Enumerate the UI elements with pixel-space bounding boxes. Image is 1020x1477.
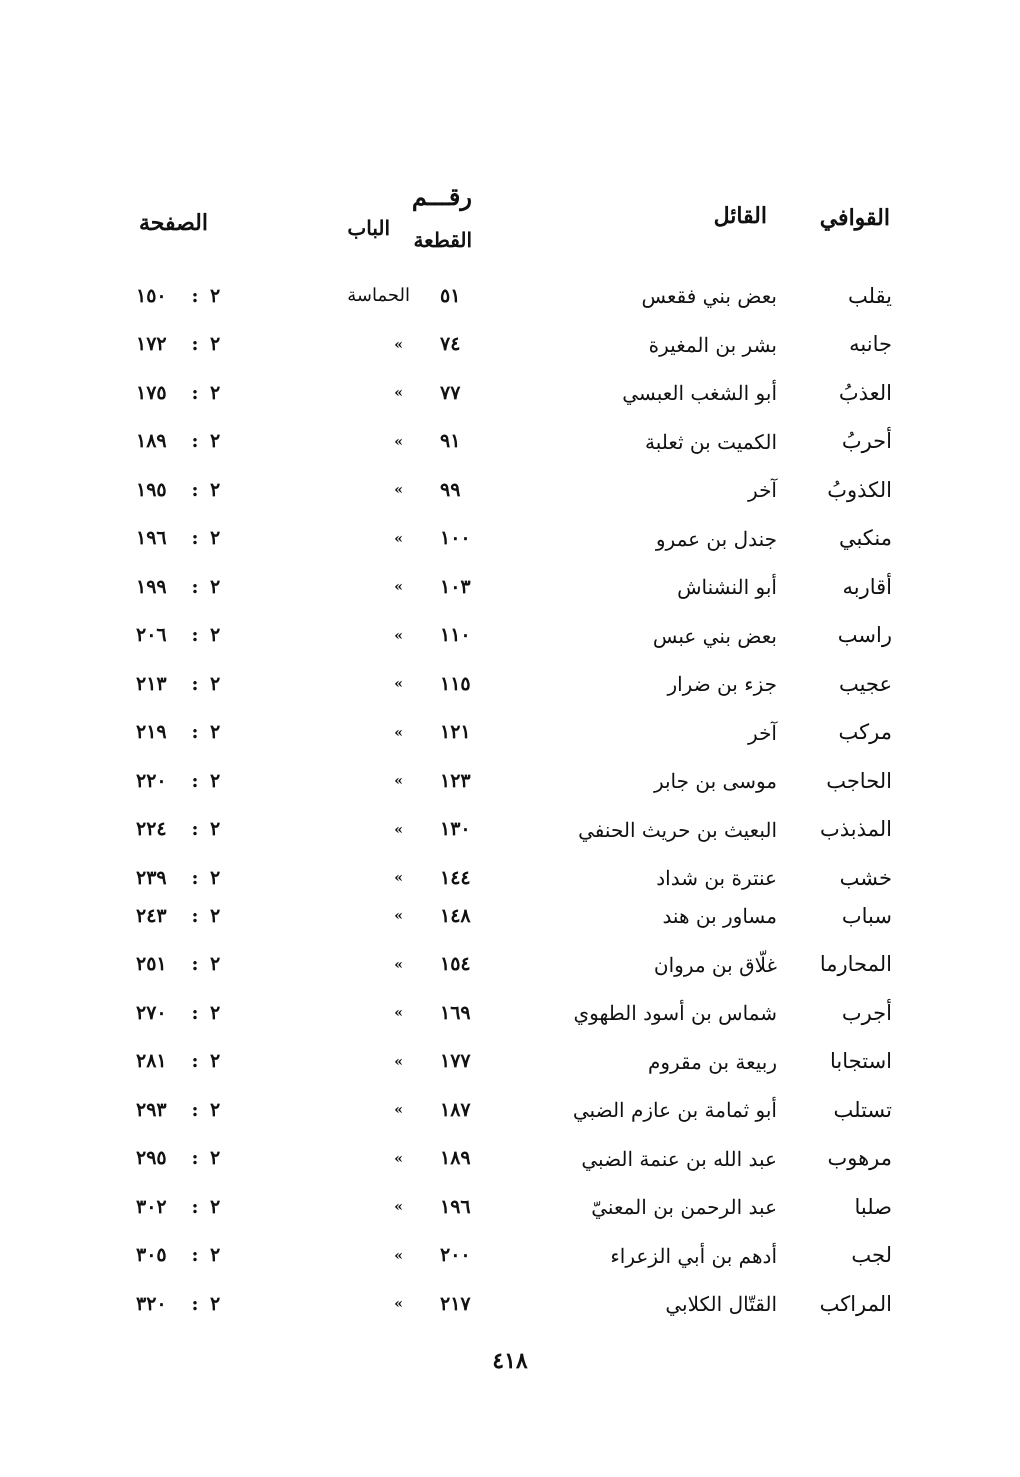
page-reference	[136, 321, 246, 369]
page-reference	[136, 757, 246, 805]
chapter-name: »	[394, 870, 403, 886]
page-number-value: ٢١٩	[136, 721, 167, 743]
chapter-name: »	[394, 433, 403, 450]
poet-name: أبو ثمامة بن عازم الضبي	[572, 1098, 777, 1122]
page-number-value: ٣٠٢	[136, 1195, 167, 1218]
table-row	[0, 806, 1020, 855]
page-number-value: ٢٠٦	[136, 624, 167, 646]
page-reference	[136, 709, 246, 757]
page-number-value: ٢٩٥	[136, 1147, 167, 1169]
volume-number: ٢	[210, 1050, 221, 1072]
rhyme-word: تستلب	[833, 1097, 892, 1122]
volume-number: ٢	[210, 953, 221, 975]
chapter-name: »	[394, 1005, 403, 1021]
chapter-name: »	[394, 956, 403, 973]
page-number-value: ١٩٥	[136, 478, 167, 501]
piece-number: ١٤٨	[440, 904, 471, 927]
rhyme-word: راسب	[837, 623, 892, 647]
table-row	[0, 418, 1020, 467]
page-separator: :	[191, 381, 199, 404]
table-row	[0, 515, 1020, 564]
table-row	[0, 369, 1020, 418]
piece-number: ١٠٠	[440, 527, 471, 549]
volume-number: ٢	[210, 430, 221, 452]
page-reference	[136, 515, 246, 563]
piece-number: ٩١	[440, 430, 461, 452]
rhyme-word: المراكب	[819, 1291, 892, 1316]
page-number-value: ١٧٥	[136, 381, 167, 404]
rhyme-word: مرهوب	[827, 1146, 892, 1170]
rhyme-word: منكبي	[838, 526, 892, 550]
page-separator: :	[191, 430, 199, 452]
piece-number: ٧٤	[440, 333, 461, 355]
page-separator: :	[191, 1098, 199, 1121]
page-number-value: ١٩٦	[136, 527, 167, 549]
volume-number: ٢	[210, 333, 221, 355]
piece-number: ١٧٧	[440, 1050, 471, 1072]
page-number: ٤١٨	[492, 1348, 528, 1374]
chapter-name: »	[394, 385, 403, 401]
volume-number: ٢	[210, 1244, 221, 1266]
table-row	[0, 892, 1020, 941]
poet-name: الكميت بن ثعلبة	[644, 429, 777, 454]
page-reference	[136, 612, 246, 660]
page-reference	[136, 1280, 246, 1328]
page-separator: :	[191, 575, 199, 598]
rhyme-word: أقاربه	[842, 574, 892, 599]
poet-name: عبد الله بن عنمة الضبي	[581, 1146, 777, 1171]
rhyme-word: أحربُ	[841, 429, 892, 453]
page-number-value: ٢٢٠	[136, 769, 167, 792]
piece-number: ١٩٦	[440, 1195, 471, 1218]
rhyme-word: المذبذب	[819, 817, 892, 841]
page-separator: :	[191, 721, 199, 743]
volume-number: ٢	[210, 721, 221, 743]
page-separator: :	[191, 624, 199, 646]
volume-number: ٢	[210, 672, 221, 695]
piece-number: ٢٠٠	[440, 1244, 471, 1266]
volume-number: ٢	[210, 1098, 221, 1121]
page-reference	[136, 1135, 246, 1183]
volume-number: ٢	[210, 904, 221, 927]
volume-number: ٢	[210, 1292, 221, 1315]
chapter-name: »	[394, 579, 403, 595]
rhyme-word: سباب	[841, 903, 892, 928]
page-number-value: ٢٨١	[136, 1050, 167, 1072]
chapter-name: الحماسة	[347, 285, 410, 306]
piece-number: ٧٧	[440, 381, 461, 404]
piece-number: ١٨٧	[440, 1098, 471, 1121]
page-separator: :	[191, 818, 199, 840]
page-number-value: ١٥٠	[136, 284, 167, 307]
table-row	[0, 1086, 1020, 1135]
chapter-name: »	[394, 530, 403, 547]
chapter-name: »	[394, 724, 403, 741]
poet-name: آخر	[748, 720, 777, 745]
piece-number: ٥١	[440, 284, 461, 307]
page-reference	[136, 1232, 246, 1280]
piece-number: ١٢١	[440, 721, 471, 743]
rhyme-word: لجب	[851, 1243, 892, 1267]
page-separator: :	[191, 527, 199, 549]
page-number-value: ١٧٢	[136, 333, 167, 355]
page-number-value: ١٨٩	[136, 430, 167, 452]
page-separator: :	[191, 769, 199, 792]
page-separator: :	[191, 1244, 199, 1266]
rhyme-word: استجابا	[830, 1049, 892, 1073]
poet-name: ربيعة بن مقروم	[647, 1049, 777, 1074]
volume-number: ٢	[210, 769, 221, 792]
poet-name: جزء بن ضرار	[667, 672, 777, 696]
page-separator: :	[191, 904, 199, 927]
page-reference	[136, 1038, 246, 1086]
piece-number: ٩٩	[440, 478, 461, 501]
chapter-name: »	[394, 821, 403, 838]
header-qita: القطعة	[413, 228, 472, 252]
table-row	[0, 272, 1020, 321]
chapter-name: »	[394, 482, 403, 498]
table-row	[0, 563, 1020, 612]
volume-number: ٢	[210, 866, 221, 889]
piece-number: ١٣٠	[440, 818, 471, 840]
table-row	[0, 466, 1020, 515]
page-reference	[136, 892, 246, 940]
piece-number: ١٥٤	[440, 953, 471, 975]
table-row	[0, 660, 1020, 709]
page-number-value: ٢١٣	[136, 672, 167, 695]
page-reference	[136, 1183, 246, 1231]
chapter-name: »	[394, 1102, 403, 1118]
table-row	[0, 757, 1020, 806]
poet-name: شماس بن أسود الطهوي	[573, 1001, 777, 1025]
page-separator: :	[191, 672, 199, 695]
page-separator: :	[191, 1001, 199, 1024]
poet-name: أبو الشغب العبسي	[622, 381, 777, 405]
volume-number: ٢	[210, 624, 221, 646]
chapter-name: »	[394, 1150, 403, 1167]
table-row	[0, 321, 1020, 370]
volume-number: ٢	[210, 1195, 221, 1218]
rhyme-word: الحاجب	[826, 768, 892, 793]
chapter-name: »	[394, 336, 403, 353]
piece-number: ١٤٤	[440, 866, 471, 889]
page-reference	[136, 806, 246, 854]
poet-name: البعيث بن حريث الحنفي	[578, 817, 777, 842]
page-reference	[136, 369, 246, 417]
piece-number: ١١٥	[440, 672, 471, 695]
page-reference	[136, 941, 246, 989]
piece-number: ١٨٩	[440, 1147, 471, 1169]
page-number-value: ٣٢٠	[136, 1292, 167, 1315]
chapter-name: »	[394, 1296, 403, 1312]
piece-number: ٢١٧	[440, 1292, 471, 1315]
chapter-name: »	[394, 908, 403, 924]
table-row	[0, 941, 1020, 990]
volume-number: ٢	[210, 284, 221, 307]
rhyme-word: صلبا	[854, 1194, 892, 1219]
page-number-value: ٢٩٣	[136, 1098, 167, 1121]
poet-name: مساور بن هند	[662, 904, 777, 928]
page-reference	[136, 466, 246, 514]
page-separator: :	[191, 866, 199, 889]
table-row	[0, 1183, 1020, 1232]
rhyme-word: عجيب	[838, 671, 892, 696]
table-row	[0, 612, 1020, 661]
poet-name: عبد الرحمن بن المعنيّ	[591, 1195, 777, 1219]
volume-number: ٢	[210, 527, 221, 549]
chapter-name: »	[394, 1247, 403, 1264]
poet-name: بعض بني عبس	[652, 623, 777, 648]
header-safha: الصفحة	[138, 210, 208, 236]
header-qawafi: القوافي	[819, 205, 890, 231]
table-row	[0, 1232, 1020, 1281]
rhyme-word: يقلب	[847, 283, 892, 308]
chapter-name: »	[394, 676, 403, 692]
rhyme-word: خشب	[839, 865, 892, 890]
page-reference	[136, 418, 246, 466]
table-row	[0, 1038, 1020, 1087]
rhyme-word: الكذوبُ	[827, 477, 892, 502]
poet-name: أبو النشناش	[677, 575, 777, 599]
page-reference	[136, 272, 246, 320]
poet-name: جندل بن عمرو	[655, 526, 777, 551]
page-separator: :	[191, 1195, 199, 1218]
page-number-value: ٢٣٩	[136, 866, 167, 889]
volume-number: ٢	[210, 1001, 221, 1024]
table-row	[0, 1135, 1020, 1184]
chapter-name: »	[394, 773, 403, 789]
rhyme-word: المحارما	[819, 952, 892, 976]
piece-number: ١٢٣	[440, 769, 471, 792]
table-row	[0, 854, 1020, 892]
poet-name: آخر	[748, 478, 777, 502]
piece-number: ١٦٩	[440, 1001, 471, 1024]
page-reference	[136, 563, 246, 611]
page-number-value: ٢٤٣	[136, 904, 167, 927]
rhyme-word: أجرب	[841, 1000, 892, 1025]
header-bab: الباب	[347, 216, 390, 240]
header-raqm: رقـــم	[411, 182, 472, 211]
page-number-value: ٢٥١	[136, 953, 167, 975]
volume-number: ٢	[210, 1147, 221, 1169]
page-reference	[136, 989, 246, 1037]
chapter-name: »	[394, 627, 403, 644]
poet-name: موسى بن جابر	[653, 769, 777, 793]
index-table	[0, 272, 1020, 1329]
chapter-name: »	[394, 1199, 403, 1215]
header-qail: القائل	[713, 203, 767, 229]
volume-number: ٢	[210, 818, 221, 840]
page-reference	[136, 660, 246, 708]
poet-name: بعض بني فقعس	[641, 284, 777, 308]
poet-name: بشر بن المغيرة	[648, 332, 777, 357]
table-row	[0, 989, 1020, 1038]
poet-name: غلّاق بن مروان	[653, 952, 777, 977]
poet-name: عنترة بن شداد	[656, 866, 777, 890]
page-separator: :	[191, 478, 199, 501]
poet-name: أدهم بن أبي الزعراء	[610, 1243, 777, 1268]
piece-number: ١٠٣	[440, 575, 471, 598]
page-number-value: ٢٢٤	[136, 818, 167, 840]
page-separator: :	[191, 284, 199, 307]
table-row	[0, 709, 1020, 758]
rhyme-word: العذبُ	[838, 380, 892, 405]
volume-number: ٢	[210, 381, 221, 404]
page-number-value: ٢٧٠	[136, 1001, 167, 1024]
page-separator: :	[191, 953, 199, 975]
page-separator: :	[191, 1292, 199, 1315]
volume-number: ٢	[210, 575, 221, 598]
page-number-value: ١٩٩	[136, 575, 167, 598]
rhyme-word: مركب	[838, 720, 892, 744]
page-separator: :	[191, 1050, 199, 1072]
page-reference	[136, 1086, 246, 1134]
piece-number: ١١٠	[440, 624, 471, 646]
page-separator: :	[191, 1147, 199, 1169]
page-separator: :	[191, 333, 199, 355]
chapter-name: »	[394, 1053, 403, 1070]
volume-number: ٢	[210, 478, 221, 501]
poet-name: القتّال الكلابي	[665, 1292, 777, 1316]
rhyme-word: جانبه	[849, 332, 892, 356]
table-row	[0, 1280, 1020, 1329]
page-number-value: ٣٠٥	[136, 1244, 167, 1266]
